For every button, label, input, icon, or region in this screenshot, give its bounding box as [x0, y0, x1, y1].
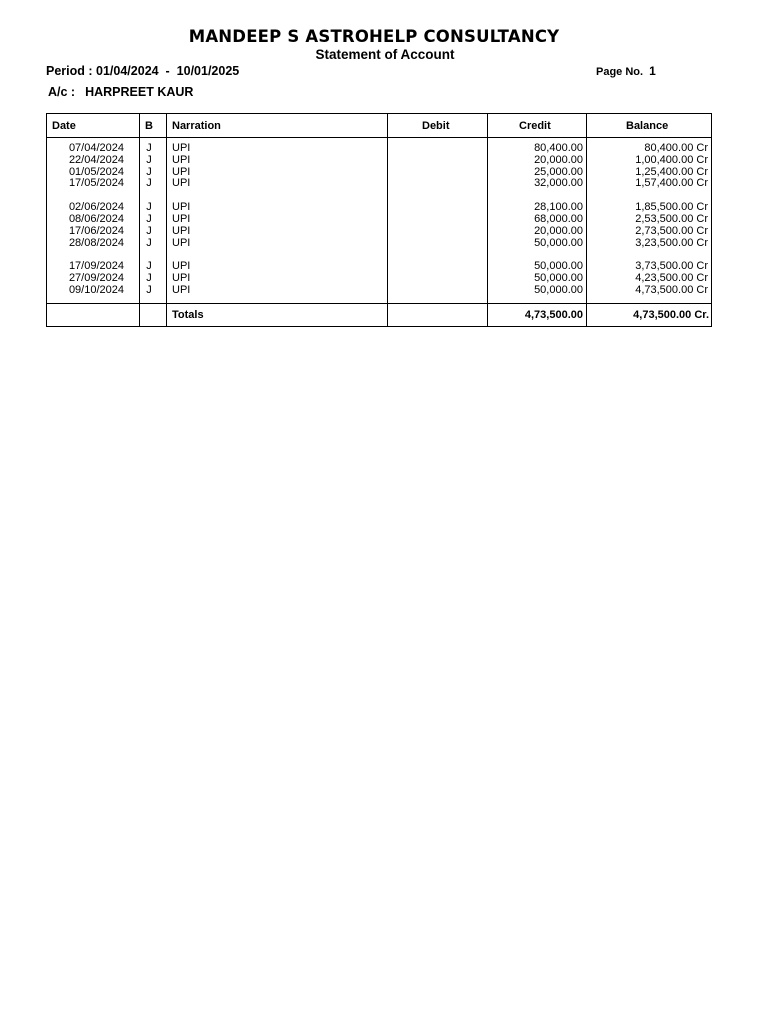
row-balance: 3,73,500.00 Cr: [635, 260, 708, 273]
row-credit: 50,000.00: [534, 236, 583, 249]
row-narration: UPI: [172, 236, 191, 249]
page-number-block: [596, 64, 656, 78]
totals-balance: 4,73,500.00 Cr.: [633, 309, 709, 321]
row-credit: 25,000.00: [534, 165, 583, 178]
table-row: [47, 214, 711, 226]
row-narration: UPI: [172, 165, 191, 178]
row-balance: 1,25,400.00 Cr: [635, 165, 708, 178]
row-book: J: [146, 165, 152, 178]
row-credit: 28,100.00: [534, 201, 583, 214]
period-line: [46, 64, 239, 78]
row-balance: 1,00,400.00 Cr: [635, 153, 708, 166]
account-label: A/c :: [48, 85, 76, 99]
row-credit: 20,000.00: [534, 224, 583, 237]
row-book: J: [146, 153, 152, 166]
row-date: 27/09/2024: [68, 272, 124, 285]
row-book: J: [146, 283, 152, 296]
row-balance: 1,85,500.00 Cr: [635, 201, 708, 214]
row-balance: 1,57,400.00 Cr: [635, 177, 708, 190]
totals-divider: [47, 303, 711, 304]
row-narration: UPI: [172, 272, 191, 285]
header-divider: [47, 137, 711, 138]
row-narration: UPI: [172, 201, 191, 214]
row-narration: UPI: [172, 283, 191, 296]
row-book: J: [146, 236, 152, 249]
row-book: J: [146, 260, 152, 273]
row-book: J: [146, 177, 152, 190]
row-date: 07/04/2024: [68, 142, 124, 154]
totals-credit: 4,73,500.00: [524, 309, 583, 321]
row-balance: 3,23,500.00 Cr: [635, 236, 708, 249]
row-narration: UPI: [172, 142, 191, 154]
statement-title: Statement of Account: [315, 47, 455, 62]
column-header-narration: Narration: [172, 120, 221, 132]
row-credit: 32,000.00: [534, 177, 583, 190]
table-row: [47, 178, 711, 190]
row-narration: UPI: [172, 212, 191, 225]
column-header-date: Date: [52, 120, 76, 132]
account-line: [48, 85, 193, 99]
row-narration: UPI: [172, 224, 191, 237]
row-credit: 50,000.00: [534, 260, 583, 273]
column-header-balance: Balance: [626, 120, 669, 132]
ledger-table: [46, 113, 712, 327]
row-book: J: [146, 212, 152, 225]
table-row: [47, 238, 711, 250]
row-date: 09/10/2024: [68, 283, 124, 296]
row-date: 17/09/2024: [68, 260, 124, 273]
row-balance: 4,23,500.00 Cr: [635, 272, 708, 285]
totals-label: Totals: [172, 309, 204, 321]
row-balance: 80,400.00 Cr: [644, 142, 708, 154]
column-header-debit: Debit: [422, 120, 450, 132]
period-separator: -: [165, 64, 170, 78]
row-date: 17/06/2024: [68, 224, 124, 237]
row-date: 08/06/2024: [68, 212, 124, 225]
row-book: J: [146, 272, 152, 285]
row-narration: UPI: [172, 153, 191, 166]
row-credit: 50,000.00: [534, 283, 583, 296]
page-label: Page No.: [596, 66, 644, 78]
column-header-credit: Credit: [519, 120, 551, 132]
row-credit: 80,400.00: [534, 142, 583, 154]
table-row: [47, 155, 711, 167]
page-number: 1: [649, 64, 656, 78]
row-book: J: [146, 142, 152, 154]
row-balance: 4,73,500.00 Cr: [635, 283, 708, 296]
row-date: 02/06/2024: [68, 201, 124, 214]
account-name: HARPREET KAUR: [85, 85, 194, 99]
ledger-rows: [47, 143, 711, 297]
row-narration: UPI: [172, 260, 191, 273]
row-credit: 20,000.00: [534, 153, 583, 166]
row-balance: 2,73,500.00 Cr: [635, 224, 708, 237]
row-balance: 2,53,500.00 Cr: [635, 212, 708, 225]
row-date: 01/05/2024: [68, 165, 124, 178]
row-narration: UPI: [172, 177, 191, 190]
row-date: 28/08/2024: [68, 236, 124, 249]
table-row: [47, 226, 711, 238]
table-row: [47, 285, 711, 297]
row-credit: 68,000.00: [534, 212, 583, 225]
row-date: 22/04/2024: [68, 153, 124, 166]
period-from: 01/04/2024: [96, 64, 159, 78]
row-book: J: [146, 201, 152, 214]
row-date: 17/05/2024: [68, 177, 124, 190]
column-header-b: B: [145, 120, 153, 132]
company-name: MANDEEP S ASTROHELP CONSULTANCY: [188, 27, 560, 46]
period-to: 10/01/2025: [176, 64, 240, 78]
row-credit: 50,000.00: [534, 272, 583, 285]
period-label: Period :: [46, 64, 93, 78]
row-book: J: [146, 224, 152, 237]
